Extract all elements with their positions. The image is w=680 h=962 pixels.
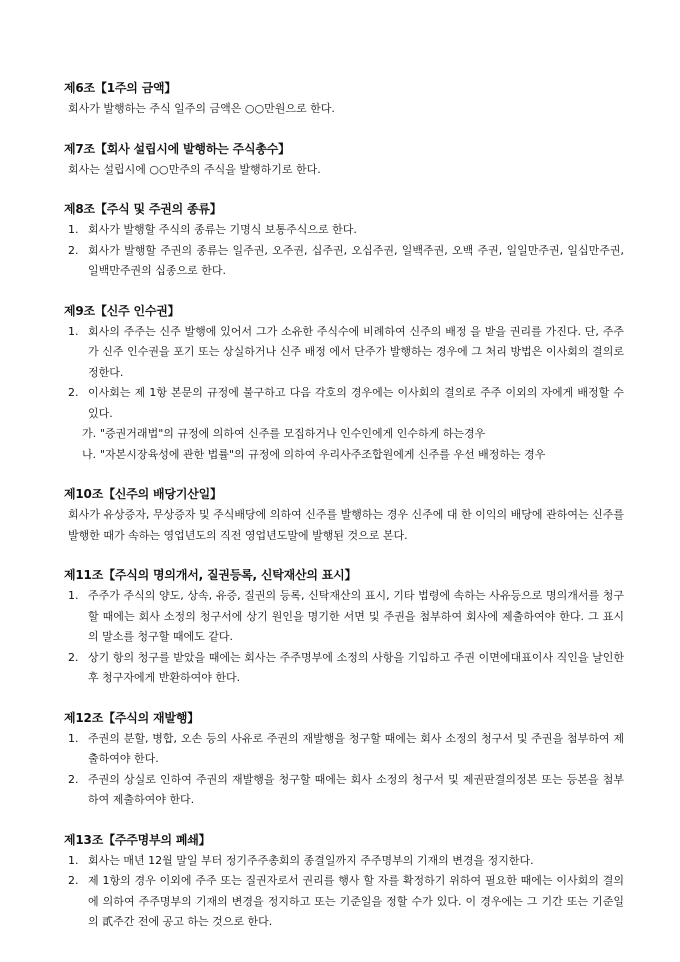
- sub-clause: [64, 445, 624, 466]
- sub-clause-number: 나.: [82, 447, 97, 461]
- article-heading: 제7조【회사 설립시에 발행하는 주식총수】: [64, 141, 290, 156]
- clause-text: 회사의 주주는 신주 발행에 있어서 그가 소유한 주식수에 비례하여 신주의 배정 을 받을 권리를 가진다. 단, 주주가 신주 인수권을 포기 또는 상실하거나 신주 배정 에서 단주가 발행하는 경우에 그 처리 방법은 이사회의 결의로 정한다.: [88, 324, 624, 379]
- article-body: 회사가 유상증자, 무상증자 및 주식배당에 의하여 신주를 발행하는 경우 신주에 대 한 이익의 배당에 관하여는 신주를 발행한 때가 속하는 영업년도의 직전 영업년도말에 발행된 것으로 본다.: [68, 508, 624, 542]
- article-9: [64, 301, 624, 466]
- clause-number: 1.: [68, 731, 79, 745]
- sub-clause-text: "증권거래법"의 규정에 의하여 신주를 모집하거나 인수인에게 인수하게 하는경우: [100, 427, 486, 440]
- sub-clause-text: "자본시장육성에 관한 법률"의 규정에 의하여 우리사주조합원에게 신주를 우선 배정하는 경우: [100, 447, 546, 461]
- article-heading: 제6조【1주의 금액】: [64, 81, 177, 95]
- clause-text: 주권의 분할, 병합, 오손 등의 사유로 주권의 재발행을 청구할 때에는 회사 소정의 청구서 및 주권을 첨부하여 제출하여야 한다.: [88, 731, 624, 765]
- article-13: [64, 830, 624, 933]
- article-11: [64, 565, 624, 689]
- clause-number: 2.: [68, 772, 79, 786]
- sub-clause-number: 가.: [82, 427, 97, 440]
- clause-text: 이사회는 제 1항 본문의 규정에 불구하고 다음 각호의 경우에는 이사회의 결의로 주주 이외의 자에게 배정할 수 있다.: [88, 386, 624, 420]
- clause-number: 1.: [68, 223, 79, 236]
- clause-text: 주주가 주식의 양도, 상속, 유증, 질권의 등록, 신탁재산의 표시, 기타 법령에 속하는 사유등으로 명의개서를 청구할 때에는 회사 소정의 청구서에 상기 원인을 명기한 서면 및 주권을 첨부하여 회사에 제출하여야 한다. 그 표시의 말소를 청구할 때에도 같다.: [88, 589, 624, 643]
- article-body: 회사가 발행하는 주식 일주의 금액은 ○○만원으로 한다.: [68, 102, 335, 115]
- clause: [64, 586, 624, 648]
- clause-text: 회사는 매년 12월 말일 부터 정기주주총회의 종결일까지 주주명부의 기재의 변경을 정지한다.: [88, 853, 534, 867]
- clause: [64, 851, 624, 872]
- clause-text: 회사가 발행할 주식의 종류는 기명식 보통주식으로 한다.: [88, 223, 357, 236]
- article-8: [64, 199, 624, 282]
- clause: [64, 241, 624, 282]
- clause: [64, 322, 624, 384]
- clause-text: 제 1항의 경우 이외에 주주 또는 질권자로서 권리를 행사 할 자를 확정하기 위하여 필요한 때에는 이사회의 결의에 의하여 주주명부의 기재의 변경을 정지하고 또는 기준일을 정할 수가 있다. 이 경우에는 그 기간 또는 기준일의 貳주간 전에 공고 하는 것으로 한다.: [88, 874, 624, 928]
- clause-number: 2.: [68, 243, 79, 257]
- clause-number: 2.: [68, 874, 79, 887]
- sub-clause: [64, 424, 624, 445]
- clause: [64, 770, 624, 811]
- clause-number: 2.: [68, 650, 79, 664]
- article-12: [64, 708, 624, 811]
- clause-text: 주권의 상실로 인하여 주권의 재발행을 청구할 때에는 회사 소정의 청구서 및 제권판결의정본 또는 등본을 첨부하여 제출하여야 한다.: [88, 772, 624, 806]
- article-heading: 제8조【주식 및 주권의 종류】: [64, 202, 222, 216]
- clause: [64, 871, 624, 933]
- article-heading: 제10조【신주의 배당기산일】: [64, 487, 222, 501]
- clause: [64, 648, 624, 689]
- article-heading: 제11조【주식의 명의개서, 질권등록, 신탁재산의 표시】: [64, 568, 357, 582]
- clause: [64, 729, 624, 770]
- clause-number: 1.: [68, 853, 79, 867]
- article-7: [64, 139, 624, 181]
- clause-number: 1.: [68, 589, 79, 602]
- article-heading: 제13조【주주명부의 폐쇄】: [64, 832, 211, 847]
- article-6: [64, 78, 624, 120]
- article-body: 회사는 설립시에 ○○만주의 주식을 발행하기로 한다.: [68, 162, 321, 176]
- clause-number: 1.: [68, 324, 79, 338]
- clause-text: 회사가 발행할 주권의 종류는 일주권, 오주권, 십주권, 오십주권, 일백주권, 오백 주권, 일일만주권, 일십만주권, 일백만주권의 십종으로 한다.: [88, 243, 624, 277]
- article-10: [64, 484, 624, 546]
- clause-number: 2.: [68, 386, 79, 399]
- document-page: [64, 78, 624, 952]
- clause: [64, 220, 624, 241]
- article-heading: 제9조【신주 인수권】: [64, 303, 180, 318]
- article-heading: 제12조【주식의 재발행】: [64, 710, 200, 725]
- clause: [64, 383, 624, 424]
- clause-text: 상기 항의 청구를 받았을 때에는 회사는 주주명부에 소정의 사항을 기입하고 주권 이면에대표이사 직인을 날인한 후 청구자에게 반환하여야 한다.: [88, 650, 624, 684]
